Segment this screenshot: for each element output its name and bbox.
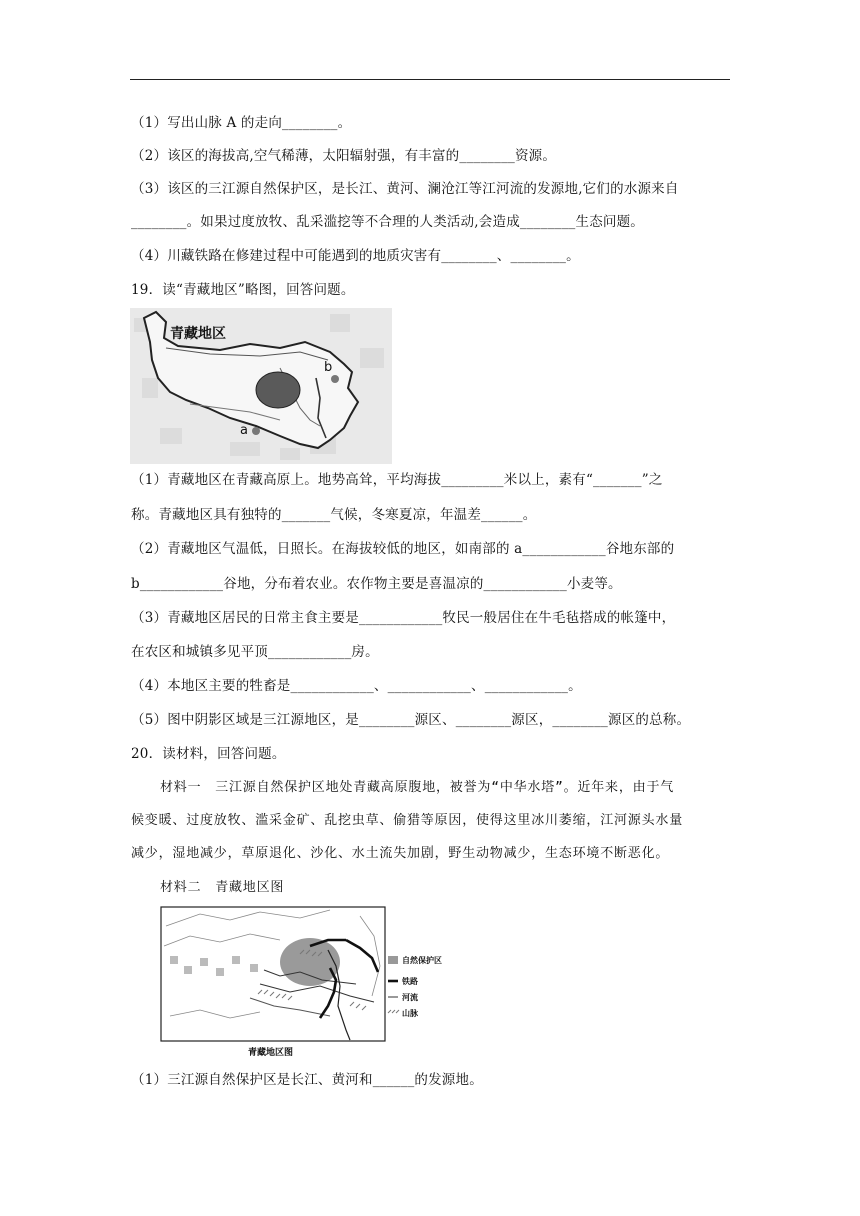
q18-part2: （2）该区的海拔高,空气稀薄，太阳辐射强，有丰富的________资源。 <box>131 148 557 164</box>
material1-line3: 减少，湿地减少，草原退化、沙化、水土流失加剧，野生动物减少，生态环境不断恶化。 <box>131 846 670 861</box>
material1-line1: 材料一 三江源自然保护区地处青藏高原腹地，被誉为“中华水塔”。近年来，由于气 <box>160 780 675 795</box>
legend-river: 河流 <box>402 993 418 1002</box>
map1-label-a: a <box>240 423 248 438</box>
q19-part3-line2: 在农区和城镇多见平顶____________房。 <box>131 644 379 660</box>
qingzang-region-map <box>160 906 454 1058</box>
q19-part5: （5）图中阴影区域是三江源地区，是________源区、________源区，________源区的总称。 <box>131 712 691 728</box>
q19-part3-line1: （3）青藏地区居民的日常主食主要是____________牧民一般居住在牛毛毡搭成的帐篷中， <box>131 610 676 626</box>
q19-part1-line1: （1）青藏地区在青藏高原上。地势高耸，平均海拔_________米以上，素有“_______”之 <box>131 472 663 488</box>
qingzang-sketch-map <box>130 308 392 464</box>
q18-part3-line1: （3）该区的三江源自然保护区，是长江、黄河、澜沧江等江河流的发源地,它们的水源来自 <box>131 181 679 197</box>
q19-heading: 19．读“青藏地区”略图，回答问题。 <box>131 282 355 298</box>
legend-mountain: 山脉 <box>402 1009 418 1018</box>
legend-railway: 铁路 <box>402 977 418 986</box>
legend-nature-reserve: 自然保护区 <box>402 956 442 965</box>
q18-part1: （1）写出山脉 A 的走向________。 <box>131 115 352 131</box>
q19-part2-line2: b____________谷地，分布着农业。农作物主要是喜温凉的____________小麦等。 <box>131 576 622 592</box>
q19-part2-line1: （2）青藏地区气温低，日照长。在海拔较低的地区，如南部的 a____________谷地东部的 <box>131 541 675 557</box>
map1-label-b: b <box>324 360 333 375</box>
q20-heading: 20．读材料，回答问题。 <box>131 746 286 762</box>
material2-heading: 材料二 青藏地区图 <box>160 880 285 895</box>
q18-part3-line2: ________。如果过度放牧、乱采滥挖等不合理的人类活动,会造成________生态问题。 <box>131 214 644 230</box>
q18-part4: （4）川藏铁路在修建过程中可能遇到的地质灾害有________、________。 <box>131 248 580 264</box>
header-rule <box>130 79 730 80</box>
material1-line2: 候变暖、过度放牧、滥采金矿、乱挖虫草、偷猎等原因，使得这里冰川萎缩，江河源头水量 <box>131 813 684 828</box>
q19-part1-line2: 称。青藏地区具有独特的_______气候，冬寒夏凉，年温差______。 <box>131 507 537 523</box>
q19-part4: （4）本地区主要的牲畜是____________、____________、____________。 <box>131 678 582 694</box>
q20-part1: （1）三江源自然保护区是长江、黄河和______的发源地。 <box>131 1072 483 1088</box>
map1-title: 青藏地区 <box>170 326 226 342</box>
map2-caption: 青藏地区图 <box>248 1048 294 1058</box>
